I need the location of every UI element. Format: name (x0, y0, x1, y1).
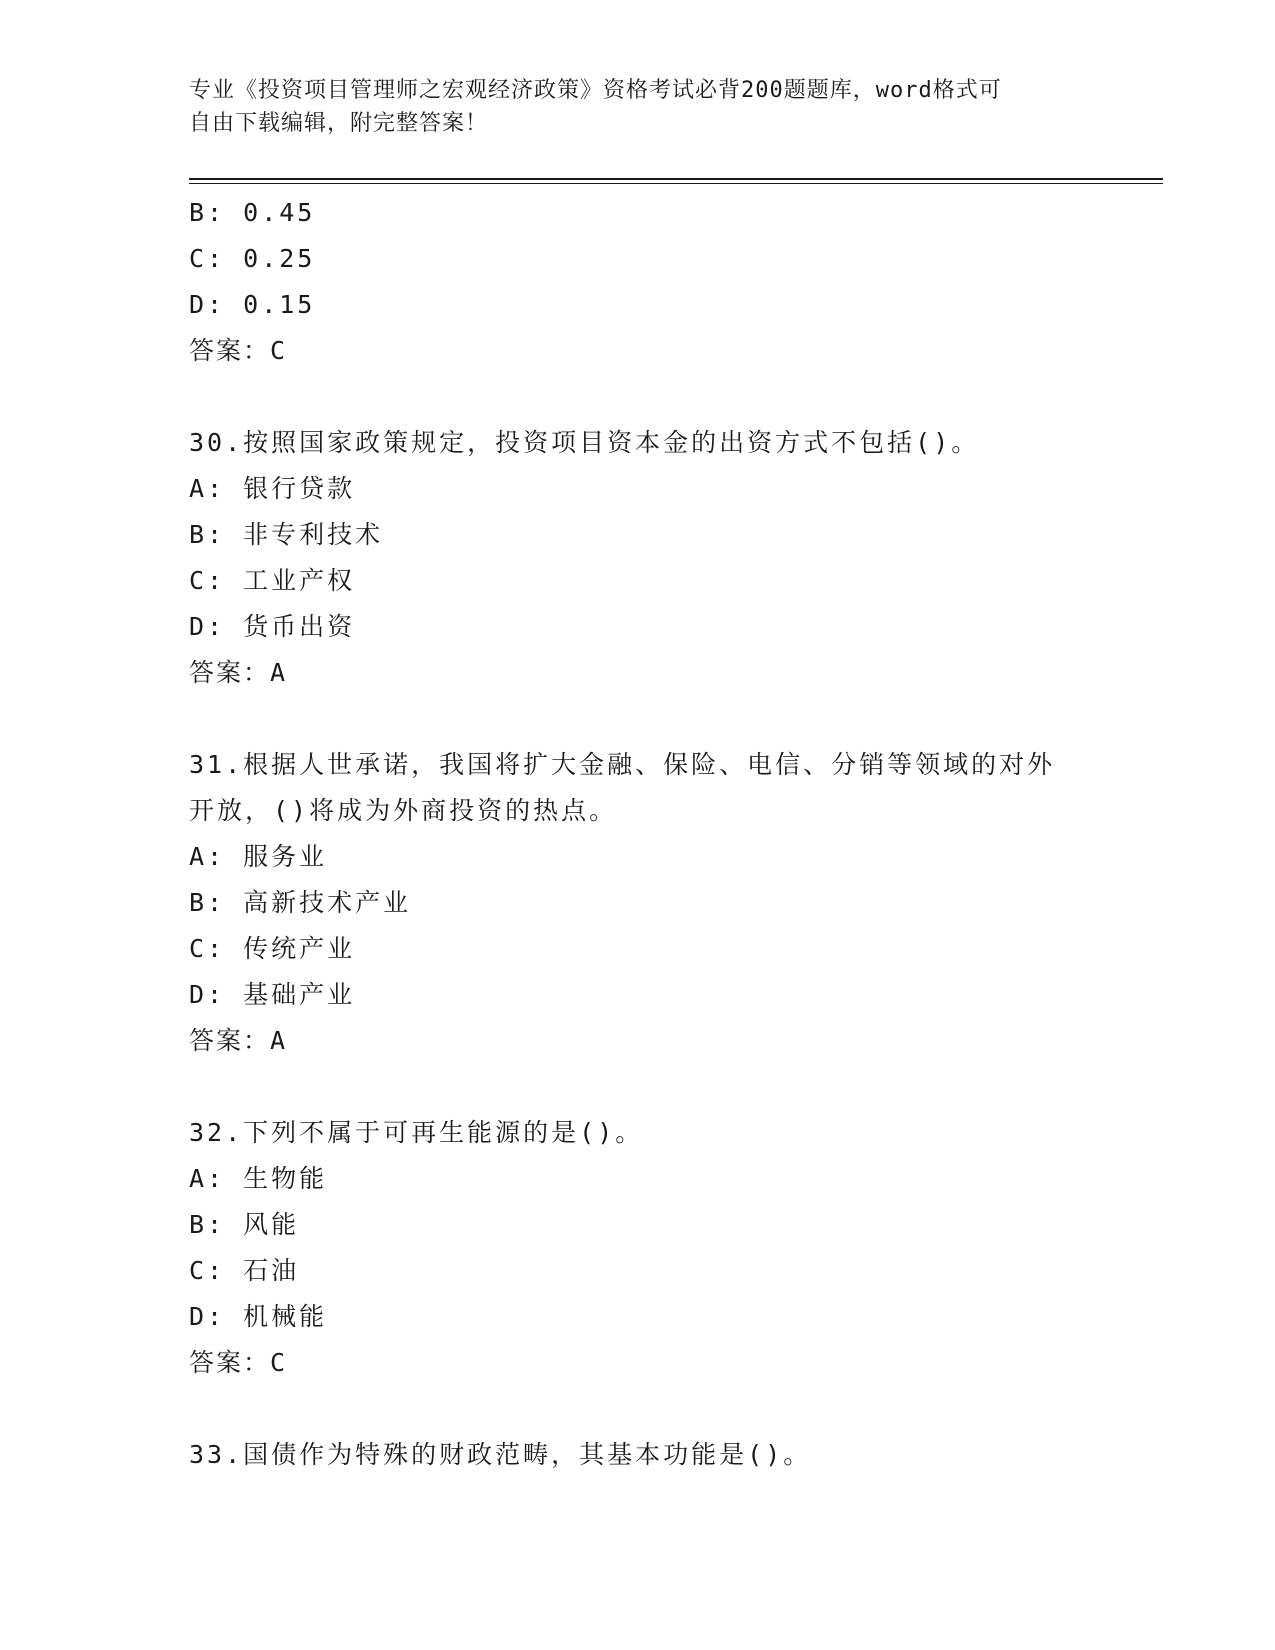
document-body (189, 190, 1089, 1478)
spacer (189, 374, 1089, 420)
option-b: B: 风能 (189, 1210, 300, 1239)
option-b: B: 0.45 (189, 198, 316, 227)
question-32 (189, 1110, 1089, 1386)
option-c: C: 工业产权 (189, 566, 356, 595)
header-rule-thick (189, 178, 1163, 180)
spacer (189, 696, 1089, 742)
option-b: B: 非专利技术 (189, 520, 384, 549)
question-29-tail (189, 190, 1089, 374)
question-stem: 30.按照国家政策规定，投资项目资本金的出资方式不包括()。 (189, 428, 980, 457)
option-c: C: 石油 (189, 1256, 300, 1285)
option-d: D: 货币出资 (189, 612, 356, 641)
header-line-1: 专业《投资项目管理师之宏观经济政策》资格考试必背200题题库，word格式可 (189, 78, 1002, 103)
answer-line: 答案：C (189, 1348, 288, 1377)
question-stem-line-2: 开放，()将成为外商投资的热点。 (189, 796, 618, 825)
option-c: C: 传统产业 (189, 934, 356, 963)
option-d: D: 基础产业 (189, 980, 356, 1009)
option-d: D: 机械能 (189, 1302, 328, 1331)
answer-line: 答案：C (189, 336, 288, 365)
answer-line: 答案：A (189, 1026, 288, 1055)
option-a: A: 生物能 (189, 1164, 328, 1193)
question-33 (189, 1432, 1089, 1478)
spacer (189, 1064, 1089, 1110)
question-stem: 32.下列不属于可再生能源的是()。 (189, 1118, 644, 1147)
question-stem: 33.国债作为特殊的财政范畴，其基本功能是()。 (189, 1440, 812, 1469)
option-d: D: 0.15 (189, 290, 316, 319)
option-a: A: 服务业 (189, 842, 328, 871)
question-30 (189, 420, 1089, 696)
question-31 (189, 742, 1089, 1064)
document-header (189, 74, 1089, 140)
spacer (189, 1386, 1089, 1432)
question-stem-line-1: 31.根据人世承诺，我国将扩大金融、保险、电信、分销等领域的对外 (189, 750, 1056, 779)
header-line-2: 自由下载编辑，附完整答案！ (189, 111, 489, 136)
option-c: C: 0.25 (189, 244, 316, 273)
answer-line: 答案：A (189, 658, 288, 687)
option-a: A: 银行贷款 (189, 474, 356, 503)
header-rule-thin (189, 183, 1163, 184)
option-b: B: 高新技术产业 (189, 888, 412, 917)
